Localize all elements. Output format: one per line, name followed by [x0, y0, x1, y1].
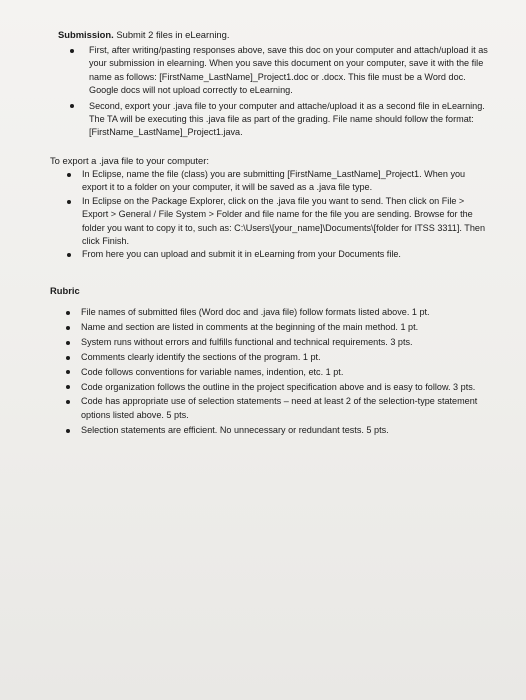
- submission-item: Second, export your .java file to your computer and attache/upload it as a second file in eLearning. The TA will be executing this .java file as part of the grading. File name should follow the format: [FirstName_LastName]_Project1.java.: [58, 100, 488, 140]
- submission-intro: Submit 2 files in eLearning.: [116, 29, 230, 40]
- submission-header: [58, 28, 488, 41]
- rubric-item: System runs without errors and fulfills functional and technical requirements. 3 pts.: [50, 336, 495, 349]
- rubric-item: Code organization follows the outline in the project specification above and is easy to follow. 3 pts.: [50, 381, 495, 394]
- rubric-heading: Rubric: [50, 285, 80, 296]
- export-item: In Eclipse on the Package Explorer, click on the .java file you want to send. Then click on File > Export > General / File System > Folder and file name for the file you are sending. Browse for the folder you want to copy it to, such as: C:\Users\[your_name]\Documents\[folder for ITSS 3311]. Then click Finish.: [50, 195, 490, 249]
- rubric-item: Code follows conventions for variable names, indention, etc. 1 pt.: [50, 366, 495, 379]
- export-list: [50, 168, 490, 262]
- export-heading: To export a .java file to your computer:: [50, 155, 209, 166]
- export-item: From here you can upload and submit it in eLearning from your Documents file.: [50, 248, 490, 261]
- submission-list: [58, 44, 488, 140]
- rubric-item: Comments clearly identify the sections of the program. 1 pt.: [50, 351, 495, 364]
- export-item: In Eclipse, name the file (class) you are submitting [FirstName_LastName]_Project1. When you export it to a folder on your computer, it will be saved as a .java file type.: [50, 168, 490, 195]
- rubric-item: Name and section are listed in comments at the beginning of the main method. 1 pt.: [50, 321, 495, 334]
- export-section: [50, 154, 490, 262]
- rubric-item: File names of submitted files (Word doc and .java file) follow formats listed above. 1 pt.: [50, 306, 495, 319]
- submission-item: First, after writing/pasting responses above, save this doc on your computer and attach/upload it as your submission in elearning. When you save this document on your computer, save it with the file name as follows: [FirstName_LastName]_Project1.doc or .docx. This file must be a Word doc. Google docs will not upload correctly to eLearning.: [58, 44, 488, 98]
- rubric-item: Selection statements are efficient. No unnecessary or redundant tests. 5 pts.: [50, 424, 495, 437]
- rubric-item: Code has appropriate use of selection statements – need at least 2 of the selection-type statement options listed above. 5 pts.: [50, 395, 495, 422]
- rubric-list: [50, 306, 495, 437]
- submission-section: [58, 28, 488, 140]
- rubric-section: [50, 284, 495, 437]
- submission-heading: Submission.: [58, 29, 114, 40]
